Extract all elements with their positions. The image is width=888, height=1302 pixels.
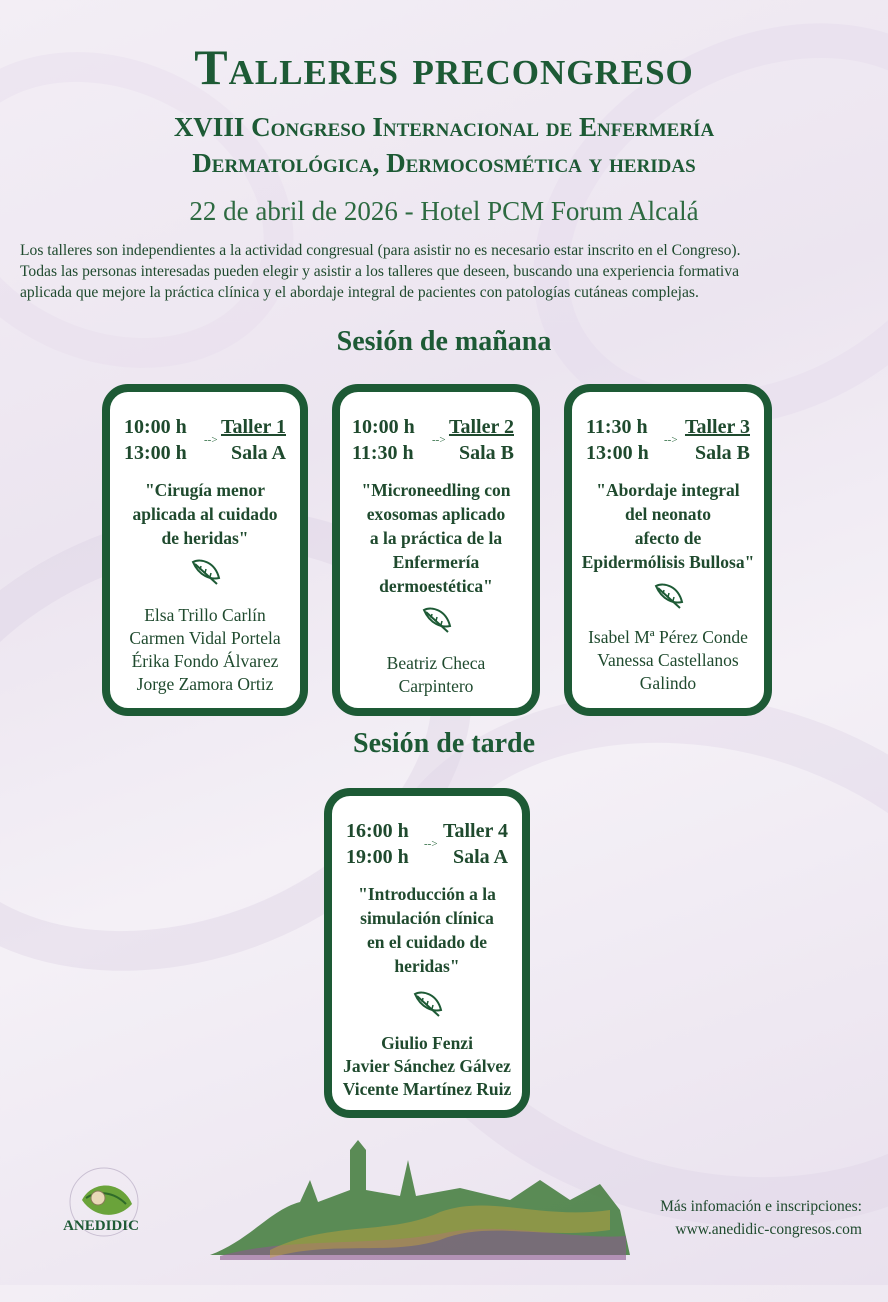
anedidic-logo — [42, 1160, 172, 1260]
feather-icon — [650, 578, 686, 614]
logo-name: ANEDIDIC — [63, 1218, 139, 1234]
footer-label: Más infomación e inscripciones: — [660, 1198, 862, 1215]
workshop-title — [572, 478, 764, 574]
end-time: 11:30 h — [352, 442, 414, 464]
speaker-name: Beatriz Checa — [386, 653, 486, 673]
title-line: Enfermería — [392, 552, 480, 572]
workshop-card-2 — [332, 384, 540, 716]
speaker-name: Vanessa Castellanos — [597, 650, 739, 670]
speaker-list — [572, 626, 764, 695]
intro-paragraph — [20, 240, 870, 303]
workshop-name: Taller 2 — [448, 416, 514, 438]
feather-icon — [409, 986, 445, 1022]
workshop-card-3 — [564, 384, 772, 716]
workshop-title — [340, 478, 532, 598]
title-line: "Introducción a la — [358, 884, 496, 904]
arrow-icon: --> — [424, 838, 438, 850]
date-venue: 22 de abril de 2026 - Hotel PCM Forum Alcalá — [189, 196, 699, 226]
speaker-name: Vicente Martínez Ruiz — [342, 1079, 512, 1099]
workshop-title — [110, 478, 300, 550]
title-line: de heridas" — [161, 528, 249, 548]
feather-icon — [418, 602, 454, 638]
footer-info — [660, 1195, 862, 1241]
session-heading-morning: Sesión de mañana — [336, 326, 552, 357]
speaker-name: Jorge Zamora Ortiz — [136, 674, 274, 694]
workshop-name: Taller 3 — [684, 416, 750, 438]
start-time: 10:00 h — [352, 416, 415, 438]
title-line: "Microneedling con — [361, 480, 511, 500]
speaker-name: Carmen Vidal Portela — [129, 628, 281, 648]
page-title: Talleres precongreso — [194, 39, 694, 95]
title-line: Epidermólisis Bullosa" — [581, 552, 755, 572]
title-line: afecto de — [634, 528, 702, 548]
title-line: dermoestética" — [379, 576, 493, 596]
speaker-name: Carpintero — [398, 676, 474, 696]
speaker-list — [110, 604, 300, 696]
title-line: del neonato — [624, 504, 712, 524]
workshop-card-1 — [102, 384, 308, 716]
speaker-name: Giulio Fenzi — [381, 1033, 473, 1053]
speaker-list — [340, 652, 532, 698]
arrow-icon: --> — [432, 434, 446, 446]
speaker-name: Elsa Trillo Carlín — [144, 605, 266, 625]
workshop-room: Sala B — [694, 442, 750, 464]
workshop-name: Taller 4 — [442, 820, 508, 842]
title-line: "Cirugía menor — [144, 480, 266, 500]
speaker-list — [332, 1032, 522, 1101]
congress-name-line-2: Dermatológica, Dermocosmética y heridas — [192, 148, 696, 178]
feather-icon — [187, 554, 223, 590]
arrow-icon: --> — [204, 434, 218, 446]
title-line: aplicada al cuidado — [132, 504, 278, 524]
end-time: 13:00 h — [124, 442, 187, 464]
title-line: a la práctica de la — [369, 528, 503, 548]
speaker-name: Érika Fondo Álvarez — [131, 651, 279, 671]
title-line: simulación clínica — [360, 908, 494, 928]
start-time: 16:00 h — [346, 820, 409, 842]
end-time: 13:00 h — [586, 442, 649, 464]
title-line: en el cuidado de — [366, 932, 488, 952]
workshop-room: Sala B — [458, 442, 514, 464]
intro-line: Todas las personas interesadas pueden elegir y asistir a los talleres que deseen, buscando una experiencia formativa — [20, 263, 739, 280]
workshop-card-4 — [324, 788, 530, 1118]
speaker-name: Javier Sánchez Gálvez — [343, 1056, 511, 1076]
start-time: 10:00 h — [124, 416, 187, 438]
speaker-name: Isabel Mª Pérez Conde — [588, 627, 748, 647]
arrow-icon: --> — [664, 434, 678, 446]
city-skyline-illustration — [210, 1140, 630, 1260]
title-line: exosomas aplicado — [366, 504, 506, 524]
start-time: 11:30 h — [586, 416, 648, 438]
website-link[interactable]: www.anedidic-congresos.com — [675, 1221, 862, 1238]
session-heading-afternoon: Sesión de tarde — [353, 728, 535, 759]
workshop-title — [332, 882, 522, 978]
title-line: "Abordaje integral — [596, 480, 740, 500]
end-time: 19:00 h — [346, 846, 409, 868]
speaker-name: Galindo — [639, 673, 697, 693]
workshop-room: Sala A — [230, 442, 286, 464]
workshop-name: Taller 1 — [220, 416, 286, 438]
workshop-room: Sala A — [452, 846, 508, 868]
title-line: heridas" — [394, 956, 460, 976]
intro-line: aplicada que mejore la práctica clínica y el abordaje integral de pacientes con patologías cutáneas complejas. — [20, 284, 699, 301]
intro-line: Los talleres son independientes a la actividad congresual (para asistir no es necesario estar inscrito en el Congreso). — [20, 242, 741, 259]
congress-name-line-1: XVIII Congreso Internacional de Enfermería — [173, 112, 715, 142]
